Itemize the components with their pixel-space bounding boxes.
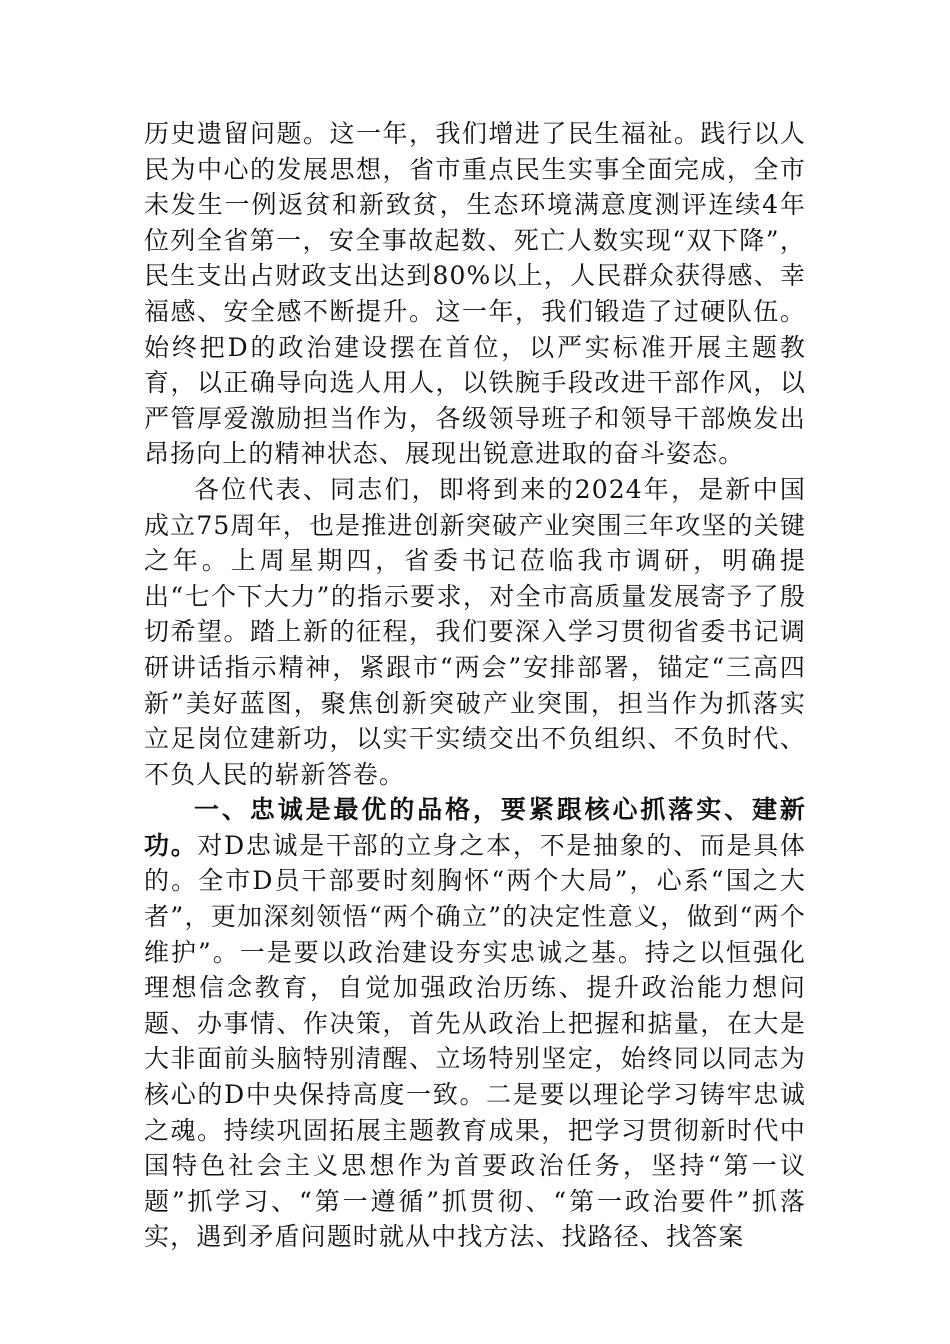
- paragraph-continuation: 历史遗留问题。这一年，我们增进了民生福祉。践行以人民为中心的发展思想，省市重点民生实事全面完成，全市未发生一例返贫和新致贫，生态环境满意度测评连续4年位列全省第一，安全事故起数、死亡人数实现“双下降”，民生支出占财政支出达到80%以上，人民群众获得感、幸福感、安全感不断提升。这一年，我们锻造了过硬队伍。始终把D的政治建设摆在首位，以严实标准开展主题教育，以正确导向选人用人，以铁腕手段改进干部作风，以严管厚爱激励担当作为，各级领导班子和领导干部焕发出昂扬向上的精神状态、展现出锐意进取的奋斗姿态。: [144, 119, 806, 469]
- section-heading: 一、忠诚是最优的品格，要紧跟核心抓落实、建新功。: [144, 795, 806, 860]
- paragraph-section-one: [144, 792, 806, 1255]
- section-body: 对D忠诚是干部的立身之本，不是抽象的、而是具体的。全市D员干部要时刻胸怀“两个大局”，心系“国之大者”，更加深刻领悟“两个确立”的决定性意义，做到“两个维护”。一是要以政治建设夯实忠诚之基。持之以恒强化理想信念教育，自觉加强政治历练、提升政治能力想问题、办事情、作决策，首先从政治上把握和掂量，在大是大非面前头脑特别清醒、立场特别坚定，始终同以同志为核心的D中央保持高度一致。二是要以理论学习铸牢忠诚之魂。持续巩固拓展主题教育成果，把学习贯彻新时代中国特色社会主义思想作为首要政治任务，坚持“第一议题”抓学习、“第一遵循”抓贯彻、“第一政治要件”抓落实，遇到矛盾问题时就从中找方法、找路径、找答案: [144, 830, 806, 1252]
- paragraph-new-year-outlook: 各位代表、同志们，即将到来的2024年，是新中国成立75周年，也是推进创新突破产业突围三年攻坚的关键之年。上周星期四，省委书记莅临我市调研，明确提出“七个下大力”的指示要求，对全市高质量发展寄予了殷切希望。踏上新的征程，我们要深入学习贯彻省委书记调研讲话指示精神，紧跟市“两会”安排部署，锚定“三高四新”美好蓝图，聚焦创新突破产业突围，担当作为抓落实立足岗位建新功，以实干实绩交出不负组织、不负时代、不负人民的崭新答卷。: [144, 474, 806, 789]
- document-page: [144, 116, 806, 1255]
